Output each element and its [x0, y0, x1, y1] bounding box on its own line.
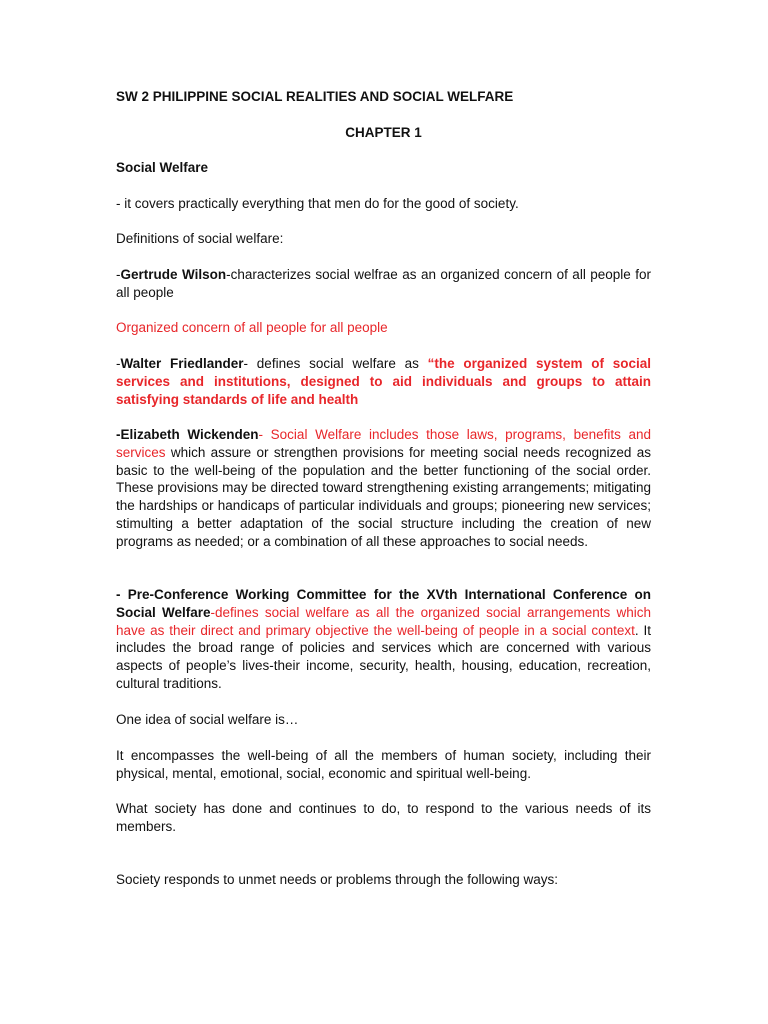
encompasses-paragraph: It encompasses the well-being of all the members of human society, including their physical, mental, emotional, social, economic and spiritual well-being.	[116, 748, 651, 781]
friedlander-text: - defines social welfare as	[243, 356, 428, 371]
responds-paragraph: Society responds to unmet needs or problems through the following ways:	[116, 872, 558, 887]
friedlander-quote: “the organized system of social services and institutions, designed to aid individuals and groups to attain satisfying standards of life and health	[116, 356, 652, 407]
document-title: SW 2 PHILIPPINE SOCIAL REALITIES AND SOCIAL WELFARE	[116, 89, 514, 104]
committee-text: . It includes the broad range of policies and services which are concerned with various aspects of people’s lives-their income, security, health, housing, education, recreation, cultural traditions.	[116, 622, 651, 691]
wickenden-highlight: Social Welfare includes those laws, programs, benefits and services	[116, 427, 652, 460]
committee-definition	[116, 586, 651, 693]
wickenden-prefix: -	[116, 427, 121, 442]
wickenden-dash: -	[258, 427, 271, 442]
section-heading: Social Welfare	[116, 160, 209, 175]
wilson-definition	[116, 266, 651, 302]
friedlander-name: Walter Friedlander	[120, 356, 244, 371]
intro-paragraph: - it covers practically everything that men do for the good of society.	[116, 196, 519, 211]
chapter-heading: CHAPTER 1	[345, 125, 422, 140]
friedlander-definition	[116, 355, 651, 408]
society-done-paragraph: What society has done and continues to do, to respond to the various needs of its members.	[116, 801, 651, 834]
wilson-name: Gertrude Wilson	[120, 267, 227, 282]
wickenden-text: which assure or strengthen provisions for meeting social needs recognized as basic to the well-being of the population and the better functioning of the social order. These provisions may be directed toward strengthening existing arrangements; mitigating the hardships or handicaps of particular individuals and groups; pioneering new services; stimulting a better adaptation of the social structure including the creation of new programs as needed; or a combination of all these approaches to social needs.	[116, 444, 651, 549]
committee-highlight: -defines social welfare as all the organized social arrangements which have as their direct and primary objective the well-being of people in a social context	[116, 604, 651, 638]
committee-name: - Pre-Conference Working Committee for the XVth International Conference on Social Welfare	[116, 587, 651, 620]
definitions-label: Definitions of social welfare:	[116, 231, 284, 246]
wilson-quote: Organized concern of all people for all people	[116, 320, 388, 335]
wickenden-definition	[116, 426, 651, 551]
idea-paragraph: One idea of social welfare is…	[116, 712, 299, 727]
document-page	[116, 0, 651, 1024]
wickenden-name: Elizabeth Wickenden	[120, 427, 259, 442]
friedlander-prefix: -	[116, 356, 121, 371]
wilson-text: -characterizes social welfrae as an organized concern of all people for all people	[116, 267, 651, 300]
wilson-prefix: -	[116, 267, 121, 282]
